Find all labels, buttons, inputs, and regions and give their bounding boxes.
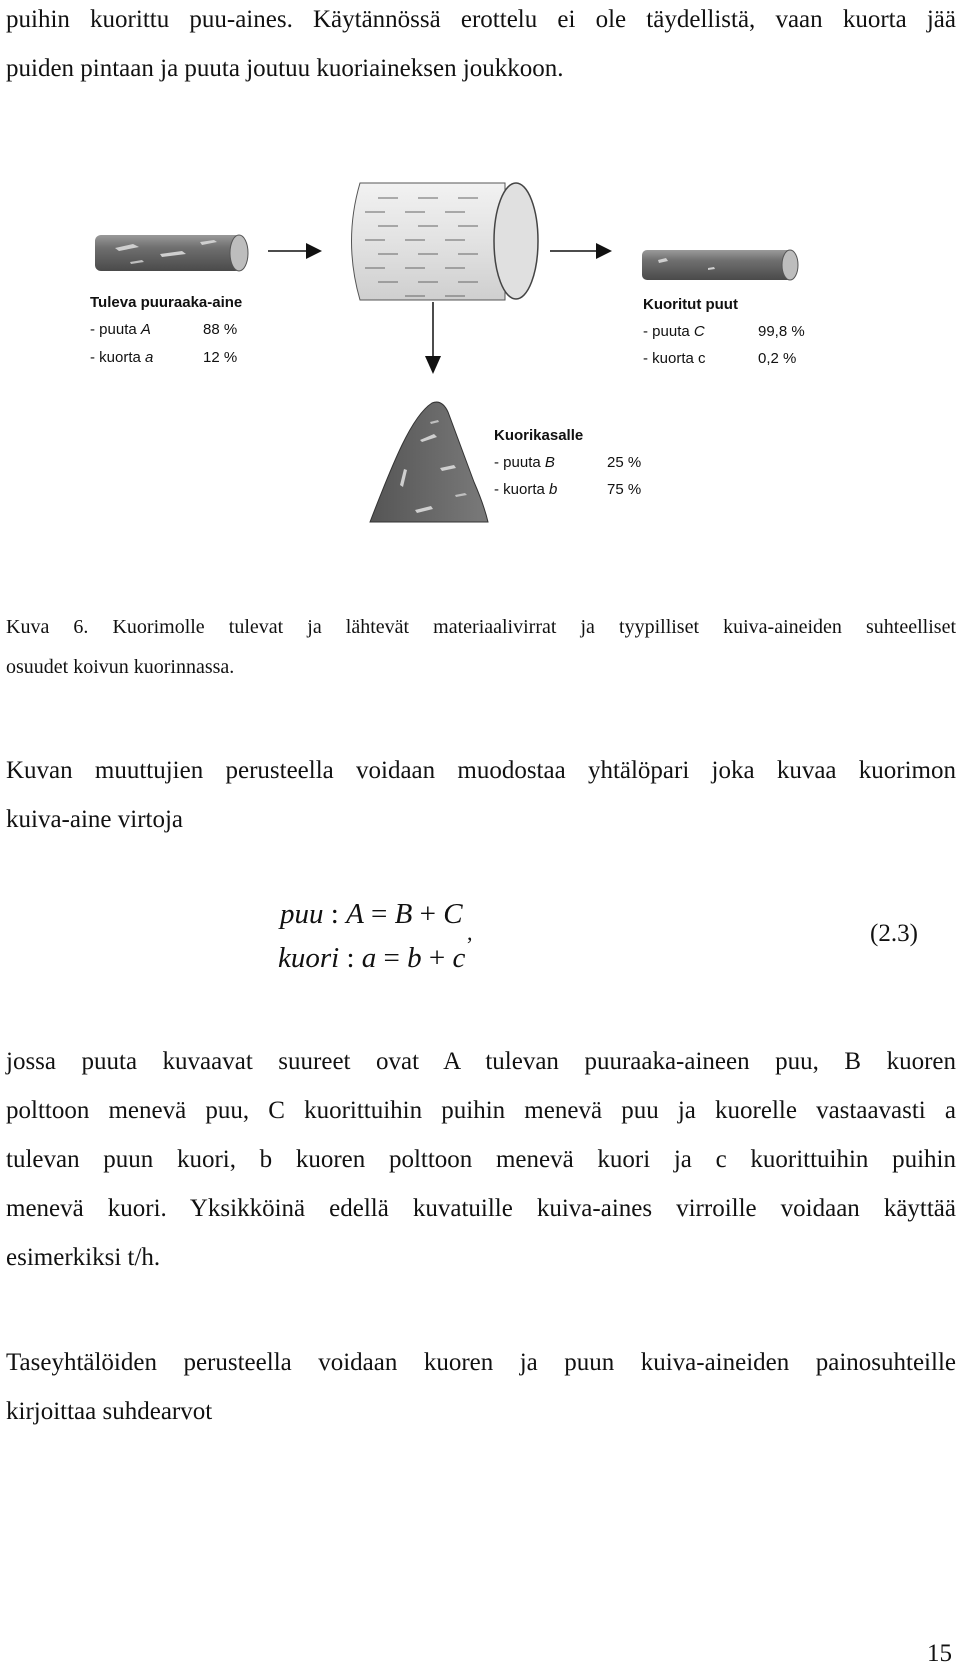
equation-number: (2.3) <box>870 920 918 947</box>
incoming-wood-value: 88 % <box>203 321 238 338</box>
pile-bark-value: 75 % <box>607 481 642 498</box>
paragraph-2-line-4: menevä kuori. Yksikköinä edellä kuvatuille kuiva-aines virroille voidaan käyttää <box>6 1195 956 1222</box>
equation-comma: , <box>467 920 473 945</box>
paragraph-3 <box>6 1338 956 1436</box>
incoming-wood-row: - puuta A <box>90 321 151 338</box>
pile-wood-value: 25 % <box>607 454 642 471</box>
paragraph-2-line-3: tulevan puun kuori, b kuoren polttoon menevä kuori ja c kuorittuihin puihin <box>6 1146 956 1173</box>
page-number: 15 <box>927 1640 952 1667</box>
paragraph-1-line-2: kuiva-aine virtoja <box>6 806 184 833</box>
arrow-right-icon <box>550 243 612 259</box>
paragraph-1 <box>6 746 956 844</box>
incoming-material-title: Tuleva puuraaka-aine <box>90 294 243 311</box>
debarked-wood-row: - puuta C <box>643 323 705 340</box>
incoming-bark-row: - kuorta a <box>90 349 154 366</box>
intro-paragraph <box>6 0 956 93</box>
paragraph-2-line-2: polttoon menevä puu, C kuorittuihin puihin menevä puu ja kuorelle vastaavasti a <box>6 1097 956 1124</box>
arrow-down-icon <box>425 302 441 374</box>
debarked-wood-value: 99,8 % <box>758 323 805 340</box>
paragraph-2 <box>6 1037 956 1282</box>
paragraph-3-line-1: Taseyhtälöiden perusteella voidaan kuoren ja puun kuiva-aineiden painosuhteille <box>6 1349 956 1376</box>
intro-line-1: puihin kuorittu puu-aines. Käytännössä erottelu ei ole täydellistä, vaan kuorta jää <box>6 6 956 33</box>
equation-line-1: puu : A = B + C <box>280 898 463 930</box>
paragraph-3-line-2: kirjoittaa suhdearvot <box>6 1398 213 1425</box>
caption-line-1: Kuva 6. Kuorimolle tulevat ja lähtevät materiaalivirrat ja tyypilliset kuiva-aineiden suhteelliset <box>6 616 956 638</box>
debarked-bark-row: - kuorta c <box>643 350 706 367</box>
caption-line-2: osuudet koivun kuorinnassa. <box>6 656 235 678</box>
equation-line-2: kuori : a = b + c <box>278 942 466 974</box>
intro-line-2: puiden pintaan ja puuta joutuu kuoriaineksen joukkoon. <box>6 55 564 82</box>
paragraph-1-line-1: Kuvan muuttujien perusteella voidaan muodostaa yhtälöpari joka kuvaa kuorimon <box>6 757 956 784</box>
paragraph-2-line-5: esimerkiksi t/h. <box>6 1244 161 1271</box>
bark-pile-title: Kuorikasalle <box>494 427 584 444</box>
incoming-log-icon <box>95 235 248 271</box>
debarking-flow-diagram <box>0 150 960 570</box>
arrow-right-icon <box>268 243 322 259</box>
incoming-bark-value: 12 % <box>203 349 238 366</box>
debarked-log-icon <box>642 250 798 280</box>
paragraph-2-line-1: jossa puuta kuvaavat suureet ovat A tulevan puuraaka-aineen puu, B kuoren <box>6 1048 956 1075</box>
debarked-logs-title: Kuoritut puut <box>643 296 738 313</box>
figure-caption <box>6 607 956 687</box>
pile-bark-row: - kuorta b <box>494 481 558 498</box>
bark-pile-icon <box>370 402 488 522</box>
debarked-bark-value: 0,2 % <box>758 350 797 367</box>
pile-wood-row: - puuta B <box>494 454 555 471</box>
debarking-drum-icon <box>352 183 539 300</box>
